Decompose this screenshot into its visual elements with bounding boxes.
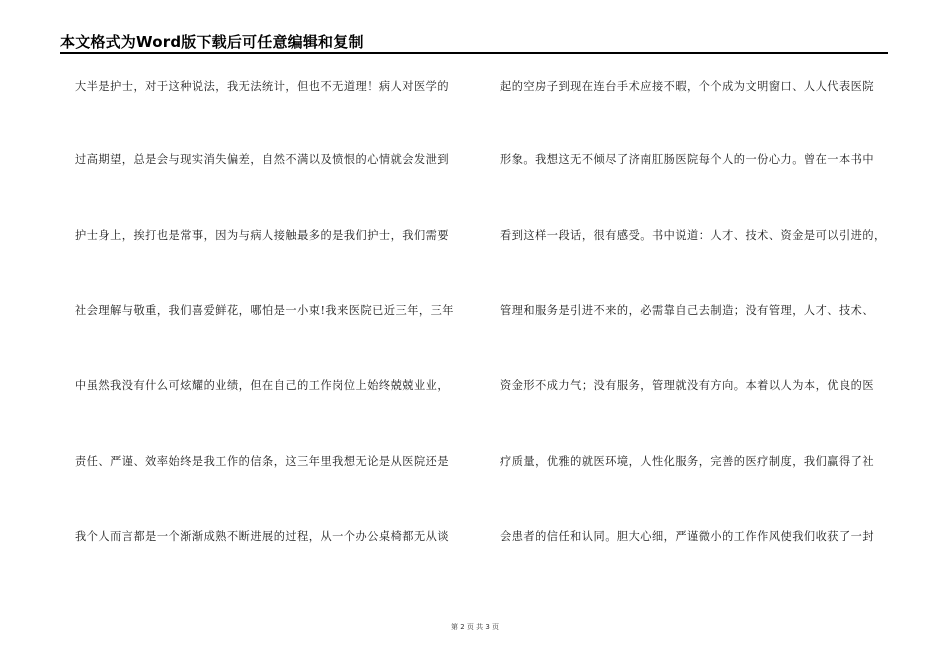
header-title: 本文格式为Word版下载后可任意编辑和复制 xyxy=(60,33,364,51)
page-footer: 第 2 页 共 3 页 xyxy=(450,623,500,631)
text-line: 起的空房子到现在连台手术应接不暇，个个成为文明窗口、人人代表医院 xyxy=(500,80,875,93)
text-line: 资金形不成力气；没有服务，管理就没有方向。本着以人为本，优良的医 xyxy=(500,379,875,392)
text-line: 管理和服务是引进不来的，必需靠自己去制造；没有管理，人才、技术、 xyxy=(500,304,875,317)
text-line: 大半是护士，对于这种说法，我无法统计，但也不无道理！病人对医学的 xyxy=(75,80,450,93)
text-line: 形象。我想这无不倾尽了济南肛肠医院每个人的一份心力。曾在一本书中 xyxy=(500,153,875,166)
text-line: 过高期望，总是会与现实消失偏差，自然不满以及愤恨的心情就会发泄到 xyxy=(75,153,450,166)
text-line: 护士身上，挨打也是常事，因为与病人接触最多的是我们护士，我们需要 xyxy=(75,229,450,242)
header-rule xyxy=(60,52,888,54)
text-line: 中虽然我没有什么可炫耀的业绩，但在自己的工作岗位上始终兢兢业业， xyxy=(75,379,450,392)
text-line: 我个人而言都是一个渐渐成熟不断进展的过程，从一个办公桌椅都无从谈 xyxy=(75,530,450,543)
text-line: 会患者的信任和认同。胆大心细，严谨微小的工作作风使我们收获了一封 xyxy=(500,530,875,543)
text-line: 社会理解与敬重，我们喜爱鲜花，哪怕是一小束!我来医院已近三年，三年 xyxy=(75,304,454,317)
text-line: 看到这样一段话，很有感受。书中说道：人才、技术、资金是可以引进的， xyxy=(500,229,886,242)
text-line: 疗质量，优雅的就医环境，人性化服务，完善的医疗制度，我们赢得了社 xyxy=(500,455,875,468)
text-line: 责任、严谨、效率始终是我工作的信条，这三年里我想无论是从医院还是 xyxy=(75,455,450,468)
